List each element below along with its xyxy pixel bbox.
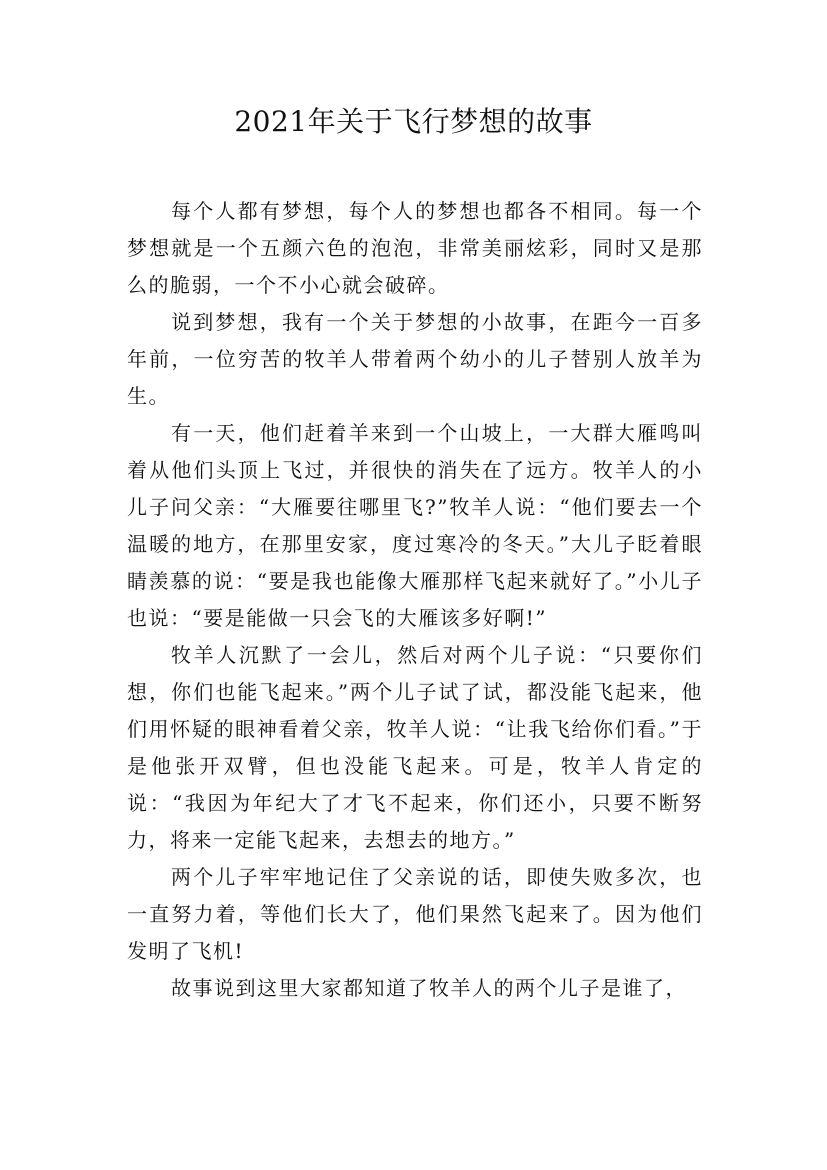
paragraph: 说到梦想，我有一个关于梦想的小故事，在距今一百多年前，一位穷苦的牧羊人带着两个幼小的儿子替别人放羊为生。 — [127, 310, 703, 408]
paragraph: 有一天，他们赶着羊来到一个山坡上，一大群大雁鸣叫着从他们头顶上飞过，并很快的消失在了远方。牧羊人的小儿子问父亲：“大雁要往哪里飞?”牧羊人说：“他们要去一个温暖的地方，在那里安家，度过寒冷的冬天。”大儿子眨着眼睛羡慕的说：“要是我也能像大雁那样飞起来就好了。”小儿子也说：“要是能做一只会飞的大雁该多好啊!” — [127, 421, 703, 630]
document-body — [127, 193, 703, 1007]
paragraph: 两个儿子牢牢地记住了父亲说的话，即使失败多次，也一直努力着，等他们长大了，他们果然飞起来了。因为他们发明了飞机! — [127, 865, 703, 963]
paragraph: 故事说到这里大家都知道了牧羊人的两个儿子是谁了， — [171, 976, 687, 1000]
document-title: 2021年关于飞行梦想的故事 — [234, 105, 593, 138]
paragraph: 每个人都有梦想，每个人的梦想也都各不相同。每一个梦想就是一个五颜六色的泡泡，非常美丽炫彩，同时又是那么的脆弱，一个不小心就会破碎。 — [127, 199, 703, 297]
paragraph: 牧羊人沉默了一会儿，然后对两个儿子说：“只要你们想，你们也能飞起来。”两个儿子试了试，都没能飞起来，他们用怀疑的眼神看着父亲，牧羊人说：“让我飞给你们看。”于是他张开双臂，但也没能飞起来。可是，牧羊人肯定的说：“我因为年纪大了才飞不起来，你们还小，只要不断努力，将来一定能飞起来，去想去的地方。” — [127, 643, 703, 852]
